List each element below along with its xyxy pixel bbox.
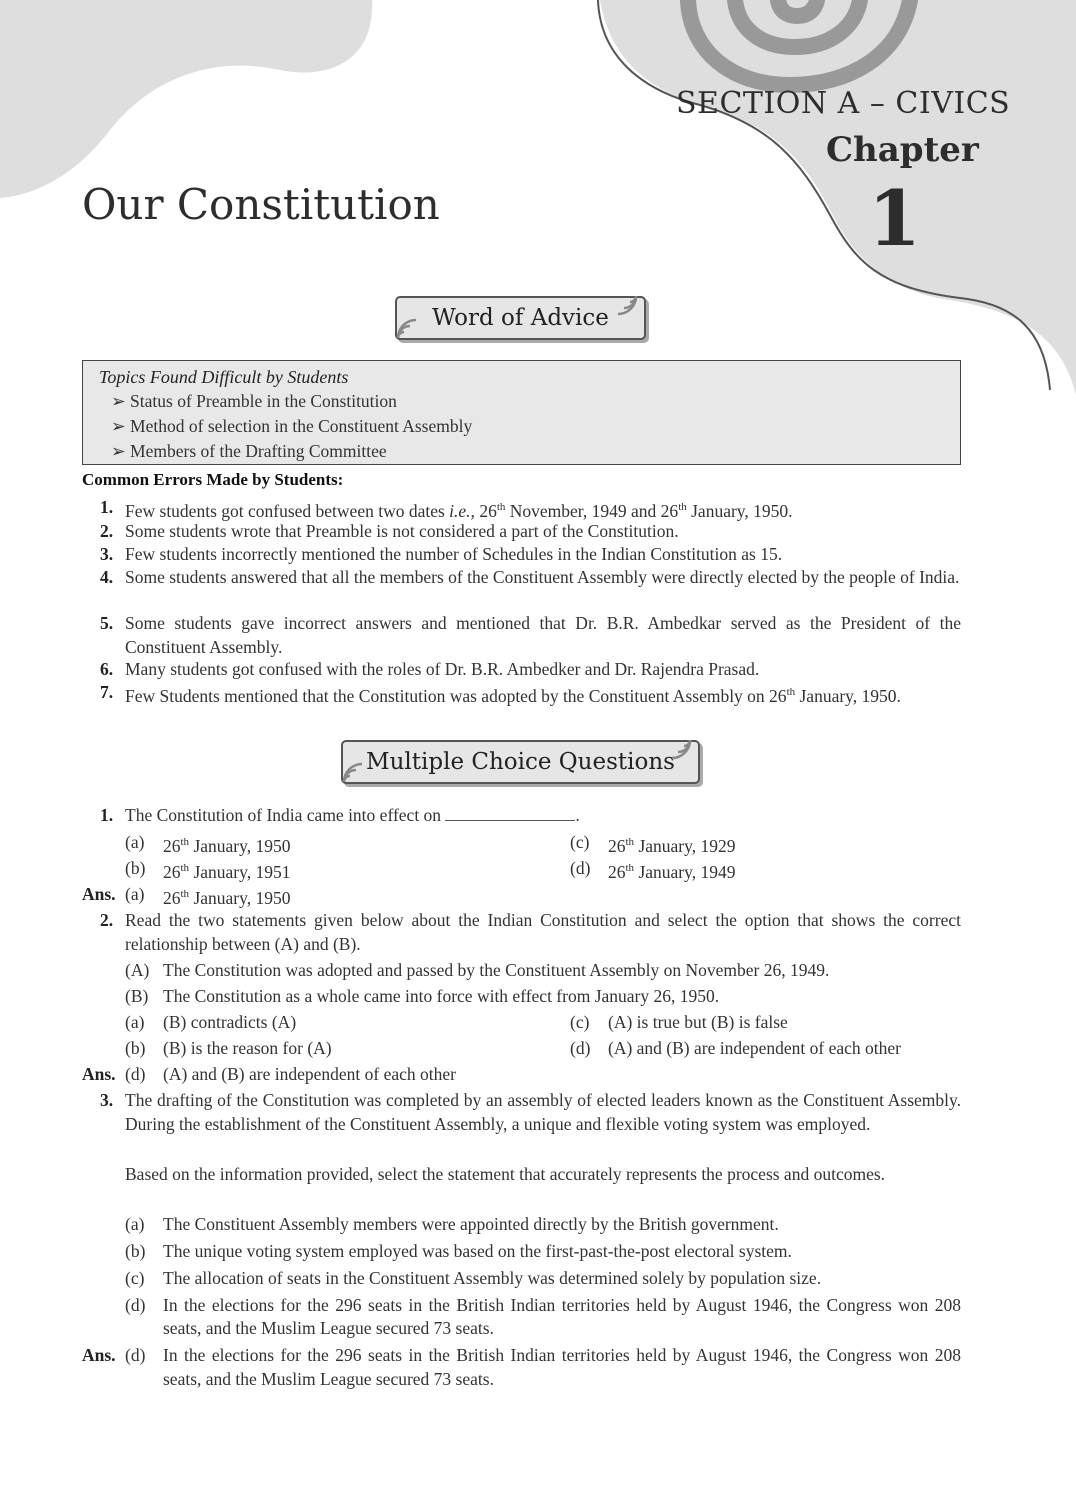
common-error-item: 6. Many students got confused with the roles of Dr. B.R. Ambedker and Dr. Rajendra Prasad. [100,659,760,679]
q3-option-b: (b) The unique voting system employed was based on the first-past-the-post electoral system. [125,1241,792,1261]
common-error-item: 2. Some students wrote that Preamble is not considered a part of the Constitution. [100,521,679,541]
q1-option-c: (c) 26th January, 1929 [570,832,736,856]
question-2: 2. Read the two statements given below about the Indian Constitution and select the option that shows the correct relationship between (A) and (B). [100,910,961,954]
topic-item: ➢ Status of Preamble in the Constitution [111,391,397,411]
answer-blank [445,806,575,821]
signal-swirl-icon [668,736,694,762]
signal-swirl-icon [340,760,366,786]
question-3-prompt: Based on the information provided, select the statement that accurately represents the process and outcomes. [125,1164,886,1184]
q2-option-a: (a) (B) contradicts (A) [125,1012,297,1032]
q2-answer: Ans. (d) (A) and (B) are independent of each other [82,1064,456,1084]
q2-option-c: (c) (A) is true but (B) is false [570,1012,788,1032]
common-error-item: 1. Few students got confused between two dates i.e., 26th November, 1949 and 26th January, 1950. [100,497,793,521]
q3-option-d: (d) In the elections for the 296 seats in the British Indian territories held by August 1946, the Congress won 208 seats, and the Muslim League secured 73 seats. [125,1295,961,1338]
banner-title: Word of Advice [432,305,609,331]
q2-statement-b: (B) The Constitution as a whole came into force with effect from January 26, 1950. [125,986,720,1006]
q3-option-c: (c) The allocation of seats in the Constituent Assembly was determined solely by population size. [125,1268,822,1288]
signal-swirl-icon [394,316,420,342]
topic-item: ➢ Method of selection in the Constituent Assembly [111,416,473,436]
question-1: 1. The Constitution of India came into effect on . [100,805,580,825]
chapter-label: Chapter [826,130,979,170]
chapter-number: 1 [868,174,921,263]
q1-option-a: (a) 26th January, 1950 [125,832,291,856]
banner-title: Multiple Choice Questions [366,749,675,775]
q2-statement-a: (A) The Constitution was adopted and passed by the Constituent Assembly on November 26, 1949. [125,960,830,980]
q1-option-d: (d) 26th January, 1949 [570,858,736,882]
mcq-banner [341,740,700,784]
signal-swirl-icon [614,292,640,318]
q2-option-b: (b) (B) is the reason for (A) [125,1038,332,1058]
common-error-item: 7. Few Students mentioned that the Constitution was adopted by the Constituent Assembly on 26th January, 1950. [100,682,901,706]
q1-answer: Ans. (a) 26th January, 1950 [82,884,291,908]
word-of-advice-banner [395,296,646,340]
q3-answer: Ans. (d) In the elections for the 296 seats in the British Indian territories held by August 1946, the Congress won 208 seats, and the Muslim League secured 73 seats. [82,1345,961,1389]
question-3: 3. The drafting of the Constitution was completed by an assembly of elected leaders known as the Constituent Assembly. During the establishment of the Constituent Assembly, a unique and flexible voting system was employed. [100,1090,961,1134]
q1-option-b: (b) 26th January, 1951 [125,858,291,882]
q3-option-a: (a) The Constituent Assembly members were appointed directly by the British government. [125,1214,779,1234]
common-error-item: 4. Some students answered that all the members of the Constituent Assembly were directly elected by the people of India. [100,567,960,587]
q2-option-d: (d) (A) and (B) are independent of each other [570,1038,901,1058]
section-label: SECTION A – CIVICS [676,86,1011,121]
topics-heading: Topics Found Difficult by Students [99,367,349,387]
common-errors-heading: Common Errors Made by Students: [82,470,344,489]
common-error-item: 5. Some students gave incorrect answers and mentioned that Dr. B.R. Ambedkar served as the President of the Constituent Assembly. [100,613,961,657]
page-title: Our Constitution [82,180,440,229]
topic-item: ➢ Members of the Drafting Committee [111,441,387,461]
topics-difficult-box [82,360,961,465]
common-error-item: 3. Few students incorrectly mentioned the number of Schedules in the Indian Constitution as 15. [100,544,783,564]
